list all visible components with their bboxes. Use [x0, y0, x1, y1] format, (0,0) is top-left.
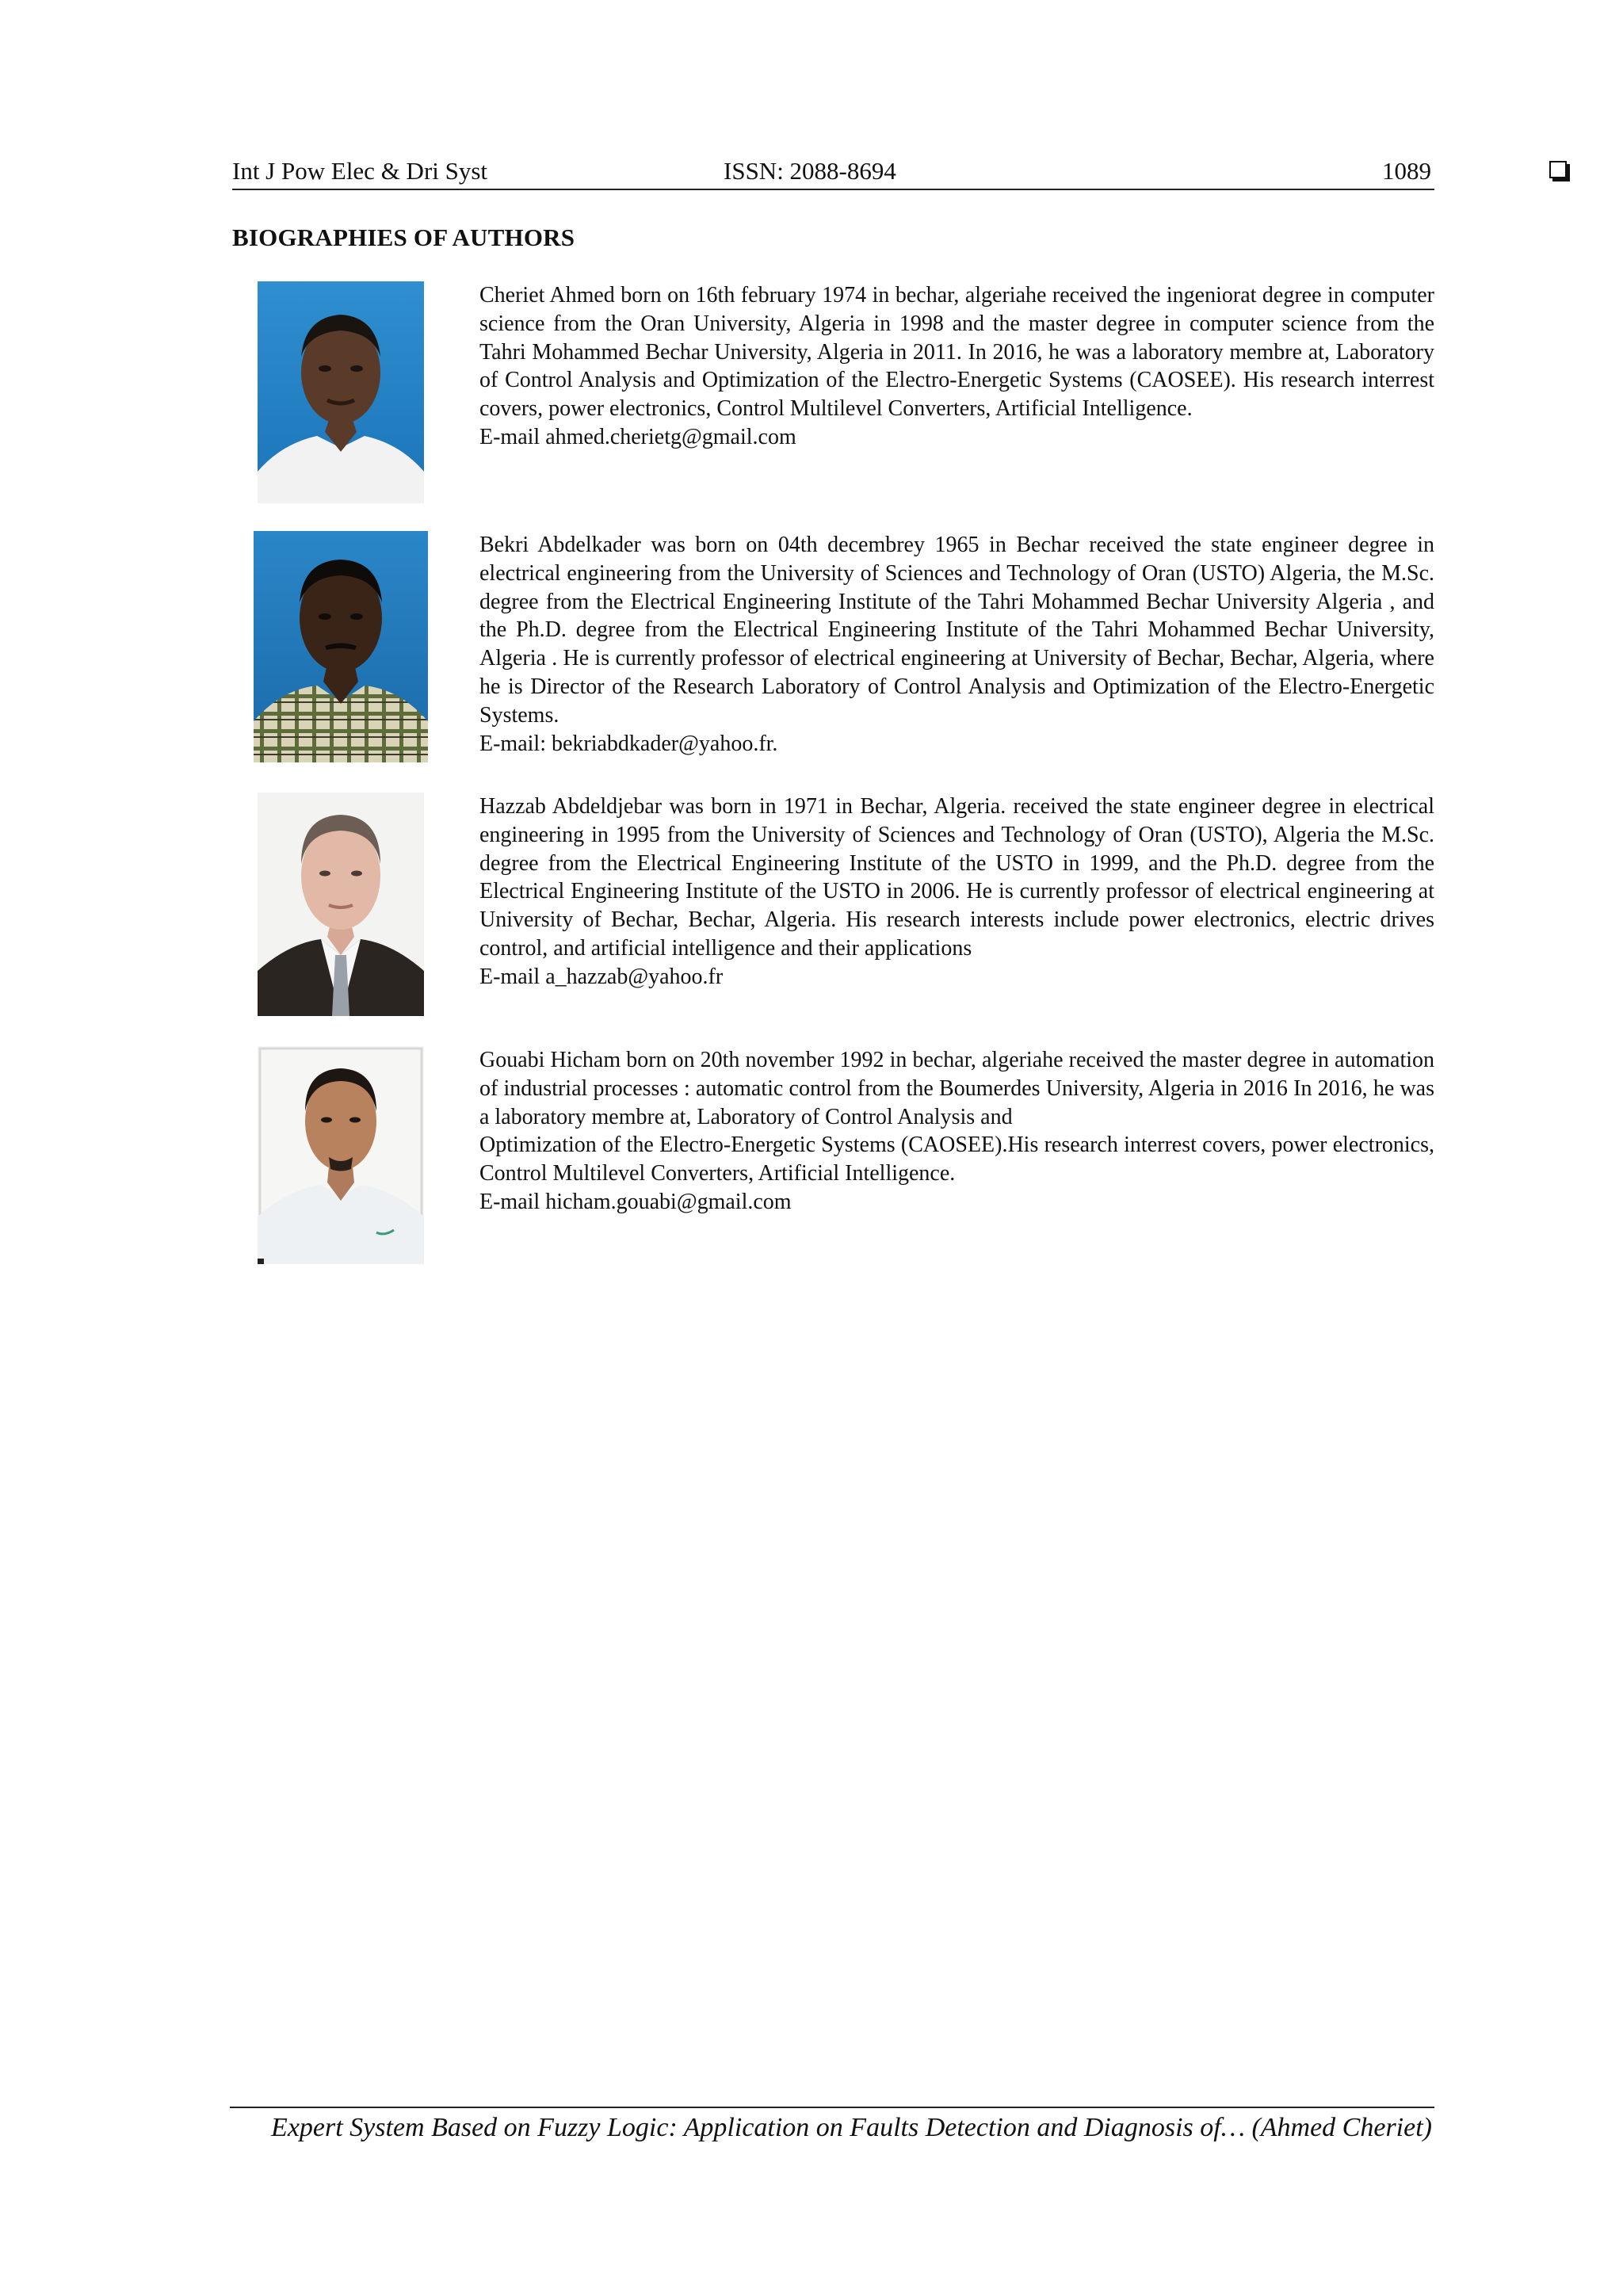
footer-rule	[230, 2107, 1434, 2108]
author-photo-hazzab	[258, 793, 424, 1016]
bio-text: Hazzab Abdeldjebar was born in 1971 in Bechar, Algeria. received the state engineer degree in electrical engineering in 1995 from the University of Sciences and Technology of Oran (USTO), Algeria the M.Sc. degree from the Electrical Engineering Institute of the USTO in 1999, and the Ph.D. degree from the Electrical Engineering Institute of the USTO in 2006. He is currently professor of electrical engineering at University of Bechar, Bechar, Algeria. His research interests include power electronics, electric drives control, and artificial intelligence and their applications	[479, 794, 1434, 961]
journal-title: Int J Pow Elec & Dri Syst	[232, 157, 488, 185]
author-email: E-mail a_hazzab@yahoo.fr	[479, 964, 724, 989]
issn: ISSN: 2088-8694	[724, 157, 896, 185]
author-bio-gouabi	[479, 1046, 1434, 1217]
author-bio-cheriet	[479, 281, 1434, 452]
bio-text-line1: Gouabi Hicham born on 20th november 1992 in bechar, algeriahe received the master degree in automation of industrial processes : automatic control from the Boumerdes University, Algeria in 2016 In 2016, he was a laboratory membre at, Laboratory of Control Analysis and	[479, 1048, 1434, 1129]
author-photo-cheriet	[258, 281, 424, 503]
author-bio-bekri	[479, 531, 1434, 758]
section-title: BIOGRAPHIES OF AUTHORS	[232, 223, 575, 251]
author-email: E-mail hicham.gouabi@gmail.com	[479, 1189, 792, 1214]
running-header	[232, 154, 1434, 190]
author-photo-bekri	[254, 531, 428, 762]
author-bio-hazzab	[479, 793, 1434, 991]
checkbox-square-icon	[1549, 161, 1567, 178]
bio-text-line2: Optimization of the Electro-Energetic Systems (CAOSEE).His research interrest covers, power electronics, Control Multilevel Converters, Artificial Intelligence.	[479, 1133, 1434, 1186]
page-number: 1089	[1382, 157, 1431, 185]
author-email: E-mail: bekriabdkader@yahoo.fr.	[479, 731, 778, 756]
bio-text: Bekri Abdelkader was born on 04th decembrey 1965 in Bechar received the state engineer degree in electrical engineering from the University of Sciences and Technology of Oran (USTO) Algeria, the M.Sc. degree from the Electrical Engineering Institute of the Tahri Mohammed Bechar University Algeria , and the Ph.D. degree from the Electrical Engineering Institute of the Tahri Mohammed Bechar University, Algeria . He is currently professor of electrical engineering at University of Bechar, Bechar, Algeria, where he is Director of the Research Laboratory of Control Analysis and Optimization of the Electro-Energetic Systems.	[479, 533, 1434, 728]
bio-text: Cheriet Ahmed born on 16th february 1974 in bechar, algeriahe received the ingeniorat degree in computer science from the Oran University, Algeria in 1998 and the master degree in computer science from the Tahri Mohammed Bechar University, Algeria in 2011. In 2016, he was a laboratory membre at, Laboratory of Control Analysis and Optimization of the Electro-Energetic Systems (CAOSEE). His research interrest covers, power electronics, Control Multilevel Converters, Artificial Intelligence.	[479, 283, 1434, 422]
author-email: E-mail ahmed.cherietg@gmail.com	[479, 424, 796, 449]
author-photo-gouabi	[258, 1046, 424, 1264]
running-footer: Expert System Based on Fuzzy Logic: Application on Faults Detection and Diagnosis of… (Ahmed Cheriet)	[271, 2113, 1432, 2142]
